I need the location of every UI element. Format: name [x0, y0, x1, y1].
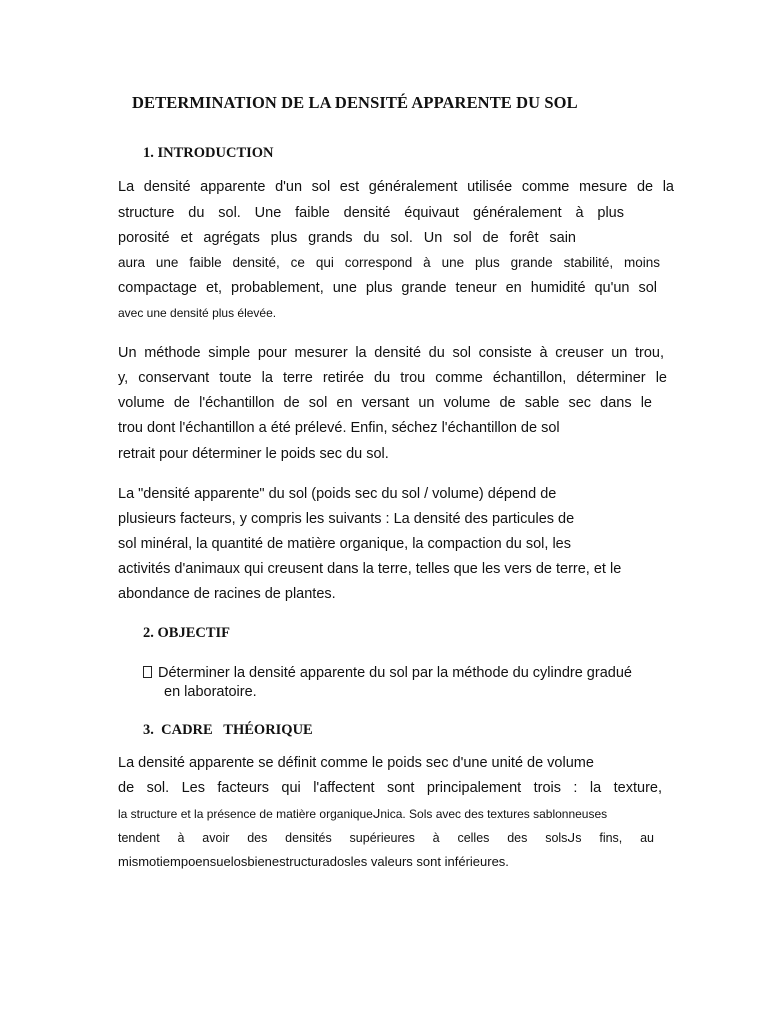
intro-p3-line-2: plusieurs facteurs, y compris les suivants : La densité des particules de	[118, 511, 575, 527]
intro-p1-line-5: compactage et, probablement, une plus grande teneur en humidité qu'un sol	[118, 280, 657, 296]
cadre-line-2: de sol. Les facteurs qui l'affectent sont principalement trois : la texture,	[118, 780, 662, 796]
heading-cadre-theorique: 3. CADRE THÉORIQUE	[143, 722, 313, 738]
intro-p3-line-5: abondance de racines de plantes.	[118, 586, 336, 602]
objectif-bullet-item	[143, 664, 632, 682]
cadre-line-1: La densité apparente se définit comme le poids sec d'une unité de volume	[118, 755, 594, 771]
document-title: DETERMINATION DE LA DENSITÉ APPARENTE DU SOL	[132, 93, 578, 112]
heading-objectif: 2. OBJECTIF	[143, 625, 231, 641]
intro-p1-line-3: porosité et agrégats plus grands du sol. Un sol de forêt sain	[118, 230, 576, 246]
intro-p2-line-5: retrait pour déterminer le poids sec du sol.	[118, 446, 389, 462]
intro-p2-line-4: trou dont l'échantillon a été prélevé. Enfin, séchez l'échantillon de sol	[118, 420, 560, 436]
intro-p1-line-6: avec une densité plus élevée.	[118, 306, 277, 320]
heading-introduction: 1. INTRODUCTION	[143, 145, 274, 161]
cadre-line-5: mismotiempoensuelosbienestructuradosles valeurs sont inférieures.	[118, 854, 509, 869]
intro-p2-line-1: Un méthode simple pour mesurer la densité du sol consiste à creuser un trou,	[118, 345, 664, 361]
objectif-bullet-continuation: en laboratoire.	[164, 684, 257, 700]
intro-p3-line-3: sol minéral, la quantité de matière organique, la compaction du sol, les	[118, 536, 571, 552]
intro-p2-line-2: y, conservant toute la terre retirée du trou comme échantillon, déterminer le	[118, 370, 667, 386]
intro-p3-line-1: La "densité apparente" du sol (poids sec du sol / volume) dépend de	[118, 486, 557, 502]
checkbox-bullet-icon	[143, 666, 152, 678]
intro-p3-line-4: activités d'animaux qui creusent dans la terre, telles que les vers de terre, et le	[118, 561, 622, 577]
objectif-bullet-text: Déterminer la densité apparente du sol par la méthode du cylindre gradué	[158, 665, 632, 681]
cadre-line-4: tendent à avoir des densités supérieures à celles des solsᒍs fins, au	[118, 831, 654, 845]
intro-p2-line-3: volume de l'échantillon de sol en versant un volume de sable sec dans le	[118, 395, 652, 411]
intro-p1-line-1: La densité apparente d'un sol est généralement utilisée comme mesure de la	[118, 179, 674, 195]
intro-p1-line-4: aura une faible densité, ce qui correspond à une plus grande stabilité, moins	[118, 255, 660, 270]
intro-p1-line-2: structure du sol. Une faible densité équivaut généralement à plus	[118, 205, 624, 221]
cadre-line-3: la structure et la présence de matière organiqueᒍnica. Sols avec des textures sablonneuses	[118, 807, 608, 821]
